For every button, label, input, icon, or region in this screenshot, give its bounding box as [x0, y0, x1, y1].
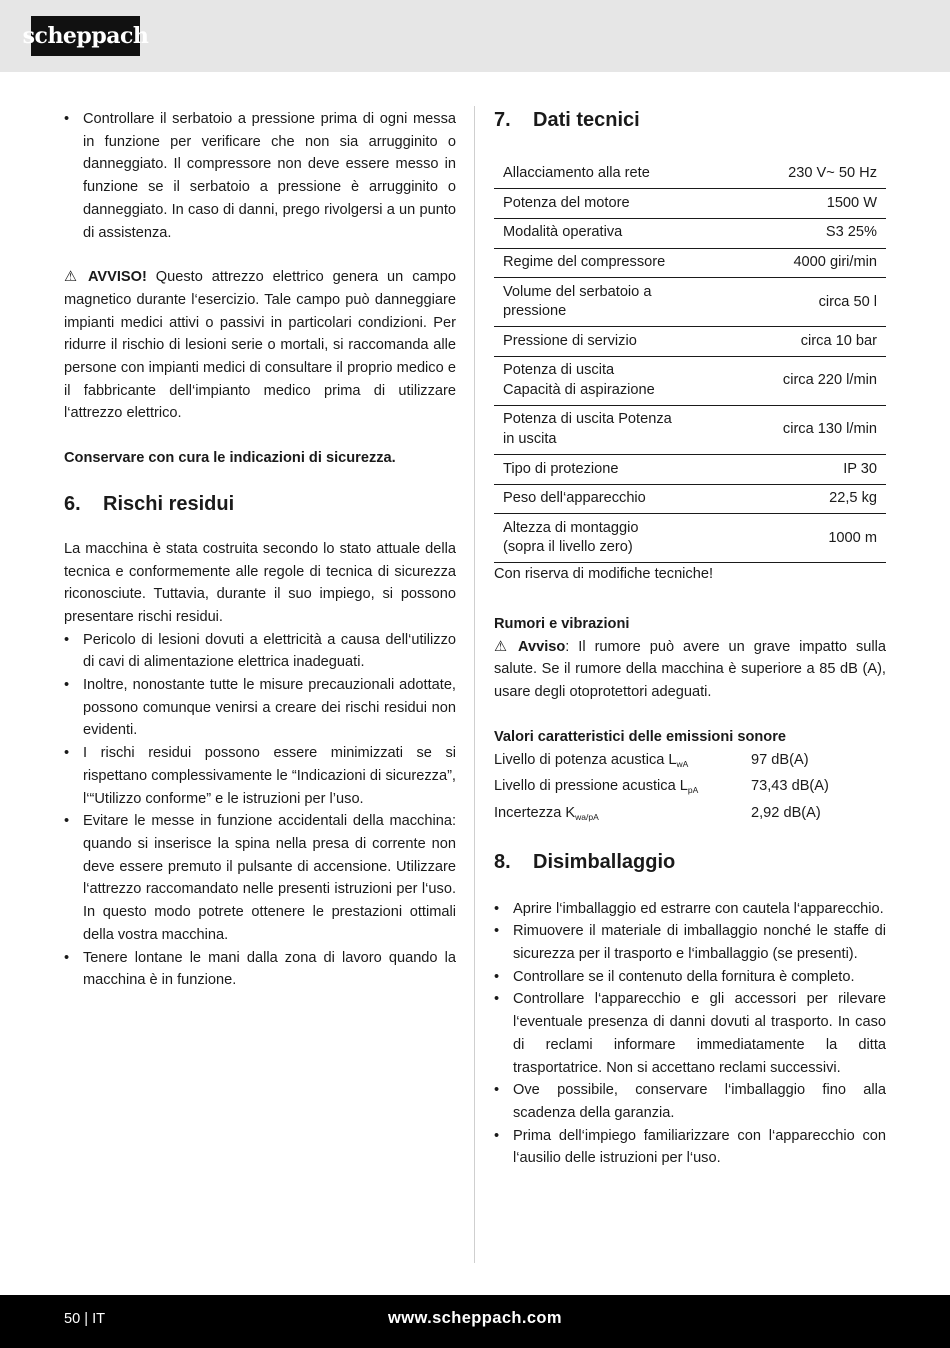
table-row: Regime del compressore 4000 giri/min — [494, 248, 886, 278]
left-column — [64, 108, 456, 992]
section-6-heading: 6. Rischi residui — [64, 492, 235, 515]
list-item: • Aprire l‘imballaggio ed estrarre con cautela l‘apparecchio. — [494, 900, 884, 917]
noise-heading: Rumori e vibrazioni — [494, 616, 630, 633]
list-item: Livello di pressione acustica $L_{pA}$ 73,43 dB(A) — [494, 778, 829, 796]
scheppach-logo: scheppach — [31, 16, 140, 56]
list-item: • Controllare il serbatoio a pressione prima di ogni messa in funzione per verificare che non sia arrugginito o danneggiato. Il compressore non deve essere messo in funzione se il serbatoio a pressione è arrugginito o danneggiato. In caso di danni, prego rivolgersi a un punto di assistenza. — [64, 111, 456, 241]
list-item: • Prima dell‘impiego familiarizzare con l‘apparecchio con l‘ausilio delle istruzioni per l‘uso. — [494, 1127, 886, 1167]
warning-triangle-icon: ⚠ — [64, 269, 78, 286]
warning-triangle-icon: ⚠ — [494, 638, 508, 655]
list-item: Incertezza $K_{wa/pA}$ 2,92 dB(A) — [494, 804, 821, 822]
table-row: Pressione di servizio circa 10 bar — [494, 327, 886, 357]
section-6-intro: La macchina è stata costruita secondo lo stato attuale della tecnica e conformemente alle regole di tecnica di sicurezza riconosciute. Tuttavia, durante il suo impiego, si possono presentare rischi residui. — [64, 540, 456, 625]
warning-label: Avviso — [517, 638, 566, 655]
warning-text: : Il rumore può avere un grave impatto sulla salute. Se il rumore della macchina è superiore a 85 dB (A), usare degli otoprotettori adeguati. — [494, 638, 886, 701]
list-item: • I rischi residui possono essere minimizzati se si rispettano complessivamente le “Indicazioni di sicurezza”, l‘“Utilizzo conforme” e le istruzioni per l’uso. — [64, 745, 456, 807]
list-item: • Controllare l‘apparecchio e gli accessori per rilevare l‘eventuale presenza di danni dovuti al trasporto. In caso di reclami informare immediatamente la ditta trasportatrice. Non si accettano reclami successivi. — [494, 991, 886, 1076]
table-row: Potenza di uscita Potenza in uscita circa 130 l/min — [494, 405, 886, 454]
warning-label: AVVISO! — [87, 269, 147, 286]
list-item: • Pericolo di lesioni dovuti a elettricità a causa dell‘utilizzo di cavi di alimentazione elettrica inadeguati. — [64, 631, 456, 671]
table-row: Potenza del motore 1500 W — [494, 189, 886, 219]
section-7-heading: 7. Dati tecnici — [494, 109, 640, 131]
table-row: Tipo di protezione IP 30 — [494, 454, 886, 484]
emission-values-list — [494, 749, 886, 829]
table-row: Volume del serbatoio a pressione circa 50 l — [494, 278, 886, 327]
warning-text: Questo attrezzo elettrico genera un campo magnetico durante l‘esercizio. Tale campo può danneggiare impianti medici attivi o passivi in particolari condizioni. Per ridurre il rischio di lesioni serie o mortali, si raccomanda alle persone con impianti medici di consultare il proprio medico e il fabbricante dell‘impianto medico prima di utilizzare l‘attrezzo elettrico. — [64, 269, 456, 422]
list-item: • Inoltre, nonostante tutte le misure precauzionali adottate, possono comunque venirsi a creare dei rischi residui non evidenti. — [64, 677, 456, 739]
section-8-heading: 8. Disimballaggio — [494, 850, 676, 873]
list-item: • Controllare se il contenuto della fornitura è completo. — [494, 968, 855, 985]
table-row: Potenza di uscita Capacità di aspirazione circa 220 l/min — [494, 356, 886, 405]
page-footer — [0, 1295, 950, 1348]
list-item: • Ove possibile, conservare l‘imballaggio fino alla scadenza della garanzia. — [494, 1082, 886, 1121]
website-link[interactable]: www.scheppach.com — [388, 1309, 562, 1327]
table-row: Altezza di montaggio (sopra il livello zero) 1000 m — [494, 514, 886, 563]
keep-safety-notes: Conservare con cura le indicazioni di sicurezza. — [64, 450, 396, 467]
table-row: Modalità operativa S3 25% — [494, 218, 886, 248]
list-item: • Evitare le messe in funzione accidentali della macchina: quando si inserisce la spina nella presa di corrente non deve essere premuto il pulsante di accensione. Utilizzare l‘attrezzo raccomandato nelle presenti istruzioni per l‘uso. In questo modo potrete ottenere le prestazioni ottimali della vostra macchina. — [64, 813, 456, 943]
magnetic-field-warning — [64, 266, 456, 425]
list-item: Livello di potenza acustica $L_{wA}$ 97 dB(A) — [494, 751, 809, 769]
list-item: • Tenere lontane le mani dalla zona di lavoro quando la macchina è in funzione. — [64, 949, 456, 989]
emission-values-heading: Valori caratteristici delle emissioni sonore — [494, 728, 786, 745]
technical-data-table — [494, 159, 886, 563]
technical-changes-note: Con riserva di modifiche tecniche! — [494, 566, 714, 583]
pressure-tank-list — [64, 108, 456, 244]
page-number: 50 | IT — [64, 1311, 106, 1327]
table-row: Peso dell‘apparecchio 22,5 kg — [494, 484, 886, 514]
residual-risks-list — [64, 629, 456, 992]
column-divider — [474, 106, 475, 1263]
header-band — [0, 0, 950, 72]
unpacking-list — [494, 898, 886, 1170]
noise-warning — [494, 636, 886, 704]
list-item: • Rimuovere il materiale di imballaggio nonché le staffe di sicurezza per il trasporto e l‘imballaggio (se presenti). — [494, 923, 886, 963]
right-column — [494, 108, 886, 1170]
table-row: Allacciamento alla rete 230 V~ 50 Hz — [494, 159, 886, 189]
